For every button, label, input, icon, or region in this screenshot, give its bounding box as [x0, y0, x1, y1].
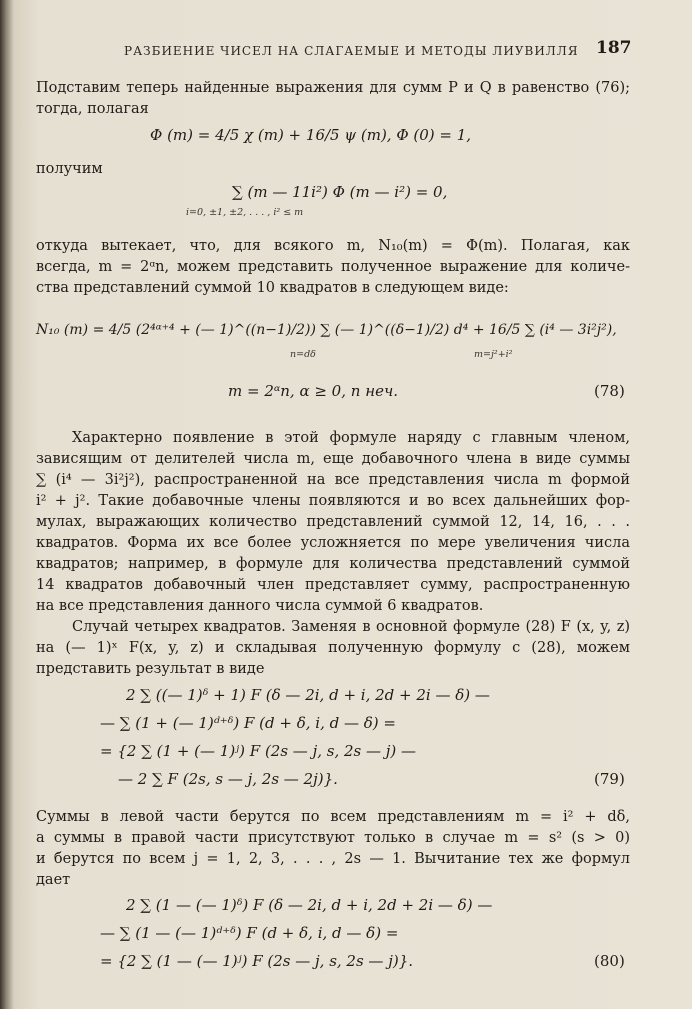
formula-line: 2 ∑ (1 — (— 1)ᵟ) F (δ — 2i, d + i, 2d + 2i — δ) —: [126, 896, 493, 914]
formula-n10: N₁₀ (m) = 4/5 (2⁴ᵅ⁺⁴ + (— 1)^((n−1)/2)) ∑ (— 1)^((δ−1)/2) d⁴ + 16/5 ∑ (i⁴ — 3i²j²),: [36, 322, 617, 338]
text-line: получим: [36, 161, 103, 177]
text-line: ства представлений суммой 10 квадратов в следующем виде:: [36, 280, 509, 296]
formula-recurrence: ∑ (m — 11i²) Φ (m — i²) = 0,: [232, 183, 448, 201]
equation-number: (80): [594, 952, 625, 970]
text-line: квадратов. Форма их все более усложняется по мере увеличения числа: [36, 535, 630, 551]
text-line: а суммы в правой части присутствуют только в случае m = s² (s > 0): [36, 830, 630, 846]
formula-line: = {2 ∑ (1 — (— 1)ʲ) F (2s — j, s, 2s — j)}.: [100, 952, 414, 970]
formula-line: = {2 ∑ (1 + (— 1)ʲ) F (2s — j, s, 2s — j) —: [100, 742, 417, 760]
text-line: Суммы в левой части берутся по всем представлениям m = i² + dδ,: [36, 809, 630, 825]
formula-phi: Φ (m) = 4/5 χ (m) + 16/5 ψ (m), Φ (0) = 1,: [150, 126, 472, 144]
formula-line: — ∑ (1 — (— 1)ᵈ⁺ᵟ) F (d + δ, i, d — δ) =: [100, 924, 399, 942]
text-line: дает: [36, 872, 71, 888]
page-number: 187: [596, 38, 632, 58]
formula-condition: m = 2ᵅn, α ≥ 0, n неч.: [228, 382, 399, 400]
text-line: и берутся по всем j = 1, 2, 3, . . . , 2s — 1. Вычитание тех же формул: [36, 851, 630, 867]
text-line: Подставим теперь найденные выражения для сумм P и Q в равенство (76);: [36, 80, 630, 96]
text-line: i² + j². Такие добавочные члены появляются и во всех дальнейших фор-: [36, 493, 630, 509]
summation-range: i=0, ±1, ±2, . . . , i² ≤ m: [186, 207, 304, 218]
text-line: всегда, m = 2ᵅn, можем представить полученное выражение для количе-: [36, 259, 630, 275]
text-line: 14 квадратов добавочный член представляет сумму, распространенную: [36, 577, 630, 593]
text-line: Характерно появление в этой формуле наряду с главным членом,: [72, 430, 630, 446]
text-line: мулах, выражающих количество представлений суммой 12, 14, 16, . . .: [36, 514, 630, 530]
text-line: представить результат в виде: [36, 661, 265, 677]
summation-range: m=j²+i²: [474, 349, 513, 360]
text-line: зависящим от делителей числа m, еще добавочного члена в виде суммы: [36, 451, 630, 467]
text-line: откуда вытекает, что, для всякого m, N₁₀(m) = Φ(m). Полагая, как: [36, 238, 630, 254]
equation-number: (78): [594, 382, 625, 400]
formula-line: — 2 ∑ F (2s, s — j, 2s — 2j)}.: [118, 770, 338, 788]
text-line: квадратов; например, в формуле для количества представлений суммой: [36, 556, 630, 572]
formula-line: — ∑ (1 + (— 1)ᵈ⁺ᵟ) F (d + δ, i, d — δ) =: [100, 714, 396, 732]
text-line: ∑ (i⁴ — 3i²j²), распространенной на все представления числа m формой: [36, 472, 630, 488]
summation-range: n=dδ: [290, 349, 316, 360]
text-line: на (— 1)ˣ F(x, y, z) и складывая полученную формулу с (28), можем: [36, 640, 630, 656]
text-line: на все представления данного числа суммой 6 квадратов.: [36, 598, 484, 614]
text-line: тогда, полагая: [36, 101, 149, 117]
formula-line: 2 ∑ ((— 1)ᵟ + 1) F (δ — 2i, d + i, 2d + 2i — δ) —: [126, 686, 490, 704]
text-line: Случай четырех квадратов. Заменяя в основной формуле (28) F (x, y, z): [72, 619, 630, 635]
running-header: РАЗБИЕНИЕ ЧИСЕЛ НА СЛАГАЕМЫЕ И МЕТОДЫ ЛИУВИЛЛЯ: [124, 44, 579, 58]
equation-number: (79): [594, 770, 625, 788]
